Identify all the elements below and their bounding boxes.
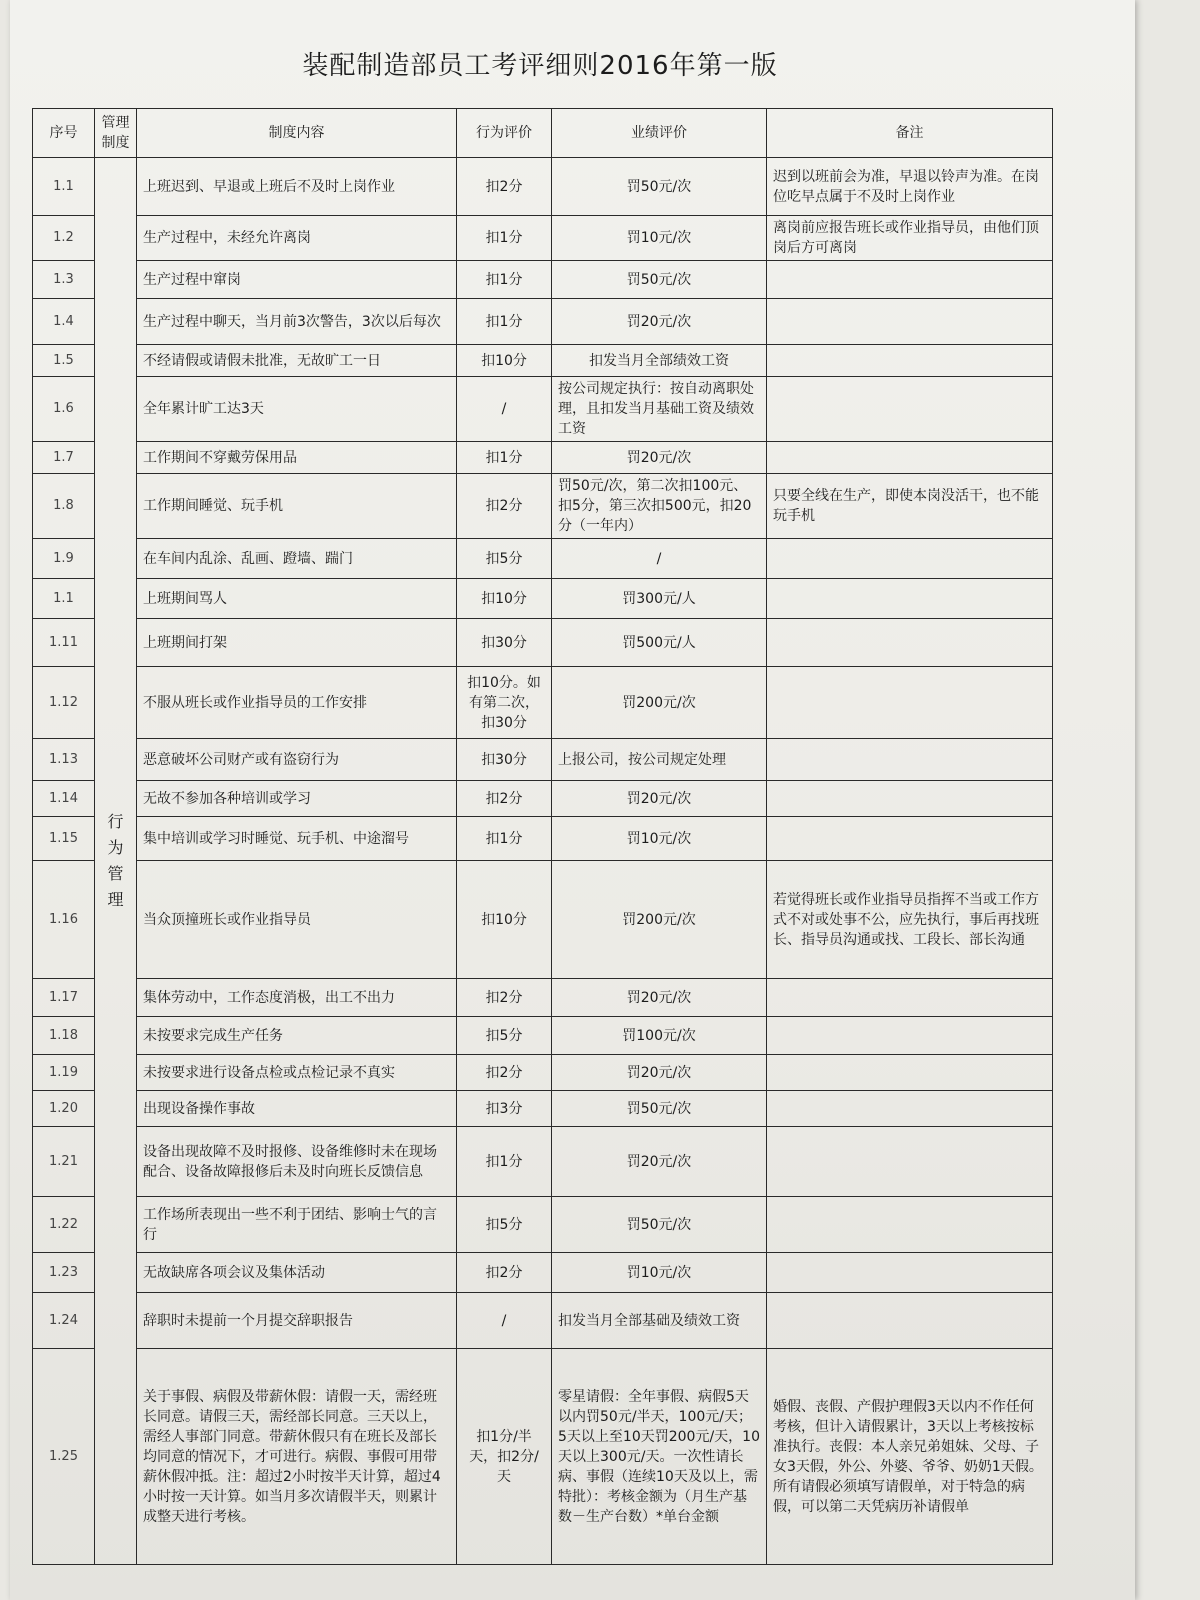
remark-cell: 若觉得班长或作业指导员指挥不当或工作方式不对或处事不公，应先执行，事后再找班长、指导员沟通或找、工段长、部长沟通 [767, 861, 1053, 979]
rule-content-cell: 出现设备操作事故 [137, 1091, 457, 1127]
row-number-cell: 1.2 [33, 216, 95, 261]
remark-cell [767, 1091, 1053, 1127]
document-page [10, 0, 1135, 1600]
remark-cell [767, 1197, 1053, 1253]
behavior-evaluation-cell: 扣1分 [457, 261, 552, 299]
rule-content-cell: 工作场所表现出一些不利于团结、影响士气的言行 [137, 1197, 457, 1253]
table-row [33, 739, 1053, 781]
row-number-cell: 1.8 [33, 474, 95, 539]
table-body [33, 158, 1053, 1565]
performance-evaluation-cell: 罚100元/次 [552, 1017, 767, 1055]
rule-content-cell: 生产过程中窜岗 [137, 261, 457, 299]
behavior-evaluation-cell: 扣5分 [457, 539, 552, 579]
row-number-cell: 1.24 [33, 1293, 95, 1349]
behavior-evaluation-cell: 扣1分 [457, 216, 552, 261]
row-number-cell: 1.14 [33, 781, 95, 817]
performance-evaluation-cell: 零星请假：全年事假、病假5天以内罚50元/半天，100元/天；5天以上至10天罚200元/天，10天以上300元/天。一次性请长病、事假（连续10天及以上，需特批）：考核金额为（月生产基数－生产台数）*单台金额 [552, 1349, 767, 1565]
remark-cell [767, 667, 1053, 739]
table-row [33, 1253, 1053, 1293]
behavior-evaluation-cell: 扣10分 [457, 861, 552, 979]
remark-cell [767, 781, 1053, 817]
performance-evaluation-cell: 扣发当月全部绩效工资 [552, 345, 767, 377]
category-label: 行为管理 [107, 812, 124, 909]
performance-evaluation-cell: 罚10元/次 [552, 817, 767, 861]
performance-evaluation-cell: 扣发当月全部基础及绩效工资 [552, 1293, 767, 1349]
performance-evaluation-cell: 按公司规定执行：按自动离职处理，且扣发当月基础工资及绩效工资 [552, 377, 767, 442]
rule-content-cell: 不经请假或请假未批准，无故旷工一日 [137, 345, 457, 377]
table-row [33, 781, 1053, 817]
row-number-cell: 1.22 [33, 1197, 95, 1253]
performance-evaluation-cell: 罚20元/次 [552, 1127, 767, 1197]
rule-content-cell: 上班期间打架 [137, 619, 457, 667]
row-number-cell: 1.4 [33, 299, 95, 345]
table-row [33, 579, 1053, 619]
row-number-cell: 1.21 [33, 1127, 95, 1197]
header-category: 管理制度 [95, 109, 137, 158]
rule-content-cell: 全年累计旷工达3天 [137, 377, 457, 442]
rule-content-cell: 生产过程中，未经允许离岗 [137, 216, 457, 261]
header-content: 制度内容 [137, 109, 457, 158]
performance-evaluation-cell: 罚50元/次 [552, 261, 767, 299]
table-row [33, 299, 1053, 345]
behavior-evaluation-cell: 扣3分 [457, 1091, 552, 1127]
table-header-row [33, 109, 1053, 158]
performance-evaluation-cell: 罚20元/次 [552, 979, 767, 1017]
rule-content-cell: 关于事假、病假及带薪休假：请假一天，需经班长同意。请假三天，需经部长同意。三天以上，需经人事部门同意。带薪休假只有在班长及部长均同意的情况下，才可进行。病假、事假可用带薪休假冲抵。注：超过2小时按半天计算，超过4小时按一天计算。如当月多次请假半天，则累计成整天进行考核。 [137, 1349, 457, 1565]
rule-content-cell: 无故缺席各项会议及集体活动 [137, 1253, 457, 1293]
row-number-cell: 1.15 [33, 817, 95, 861]
table-row [33, 377, 1053, 442]
remark-cell [767, 377, 1053, 442]
header-no: 序号 [33, 109, 95, 158]
rule-content-cell: 当众顶撞班长或作业指导员 [137, 861, 457, 979]
rule-content-cell: 恶意破坏公司财产或有盗窃行为 [137, 739, 457, 781]
remark-cell [767, 299, 1053, 345]
performance-evaluation-cell: 罚200元/次 [552, 861, 767, 979]
evaluation-rules-table [32, 108, 1053, 1565]
rule-content-cell: 在车间内乱涂、乱画、蹬墙、踹门 [137, 539, 457, 579]
remark-cell [767, 442, 1053, 474]
remark-cell [767, 261, 1053, 299]
performance-evaluation-cell: 罚50元/次 [552, 1091, 767, 1127]
remark-cell [767, 539, 1053, 579]
row-number-cell: 1.18 [33, 1017, 95, 1055]
rule-content-cell: 不服从班长或作业指导员的工作安排 [137, 667, 457, 739]
performance-evaluation-cell: 罚20元/次 [552, 1055, 767, 1091]
row-number-cell: 1.25 [33, 1349, 95, 1565]
remark-cell: 只要全线在生产，即使本岗没活干，也不能玩手机 [767, 474, 1053, 539]
behavior-evaluation-cell: / [457, 1293, 552, 1349]
rule-content-cell: 工作期间不穿戴劳保用品 [137, 442, 457, 474]
performance-evaluation-cell: / [552, 539, 767, 579]
row-number-cell: 1.13 [33, 739, 95, 781]
table-row [33, 1197, 1053, 1253]
behavior-evaluation-cell: 扣10分。如有第二次，扣30分 [457, 667, 552, 739]
behavior-evaluation-cell: 扣2分 [457, 474, 552, 539]
remark-cell [767, 1253, 1053, 1293]
rule-content-cell: 上班期间骂人 [137, 579, 457, 619]
remark-cell [767, 817, 1053, 861]
performance-evaluation-cell: 罚300元/人 [552, 579, 767, 619]
row-number-cell: 1.19 [33, 1055, 95, 1091]
table-row [33, 1127, 1053, 1197]
rule-content-cell: 未按要求完成生产任务 [137, 1017, 457, 1055]
behavior-evaluation-cell: 扣10分 [457, 345, 552, 377]
behavior-evaluation-cell: 扣2分 [457, 158, 552, 216]
row-number-cell: 1.11 [33, 619, 95, 667]
behavior-evaluation-cell: 扣5分 [457, 1017, 552, 1055]
row-number-cell: 1.23 [33, 1253, 95, 1293]
table-row [33, 1293, 1053, 1349]
performance-evaluation-cell: 罚50元/次 [552, 158, 767, 216]
remark-cell [767, 1293, 1053, 1349]
table-row [33, 1055, 1053, 1091]
table-row [33, 817, 1053, 861]
rule-content-cell: 生产过程中聊天，当月前3次警告，3次以后每次 [137, 299, 457, 345]
behavior-evaluation-cell: 扣1分/半天，扣2分/天 [457, 1349, 552, 1565]
table-row [33, 861, 1053, 979]
row-number-cell: 1.17 [33, 979, 95, 1017]
rule-content-cell: 未按要求进行设备点检或点检记录不真实 [137, 1055, 457, 1091]
remark-cell [767, 1017, 1053, 1055]
performance-evaluation-cell: 罚50元/次，第二次扣100元、扣5分，第三次扣500元，扣20分（一年内） [552, 474, 767, 539]
behavior-evaluation-cell: 扣30分 [457, 619, 552, 667]
table-row [33, 158, 1053, 216]
row-number-cell: 1.1 [33, 158, 95, 216]
behavior-evaluation-cell: 扣2分 [457, 1055, 552, 1091]
performance-evaluation-cell: 罚20元/次 [552, 781, 767, 817]
rule-content-cell: 设备出现故障不及时报修、设备维修时未在现场配合、设备故障报修后未及时向班长反馈信息 [137, 1127, 457, 1197]
table-row [33, 216, 1053, 261]
category-cell [95, 158, 137, 1565]
performance-evaluation-cell: 罚20元/次 [552, 442, 767, 474]
table-row [33, 474, 1053, 539]
remark-cell: 迟到以班前会为准，早退以铃声为准。在岗位吃早点属于不及时上岗作业 [767, 158, 1053, 216]
performance-evaluation-cell: 罚200元/次 [552, 667, 767, 739]
performance-evaluation-cell: 上报公司，按公司规定处理 [552, 739, 767, 781]
row-number-cell: 1.9 [33, 539, 95, 579]
header-remark: 备注 [767, 109, 1053, 158]
header-behavior: 行为评价 [457, 109, 552, 158]
behavior-evaluation-cell: 扣1分 [457, 299, 552, 345]
behavior-evaluation-cell: 扣10分 [457, 579, 552, 619]
performance-evaluation-cell: 罚20元/次 [552, 299, 767, 345]
remark-cell [767, 345, 1053, 377]
document-title: 装配制造部员工考评细则2016年第一版 [302, 51, 778, 81]
behavior-evaluation-cell: 扣1分 [457, 442, 552, 474]
behavior-evaluation-cell: 扣1分 [457, 1127, 552, 1197]
row-number-cell: 1.12 [33, 667, 95, 739]
table-row [33, 667, 1053, 739]
remark-cell [767, 739, 1053, 781]
behavior-evaluation-cell: 扣30分 [457, 739, 552, 781]
table-row [33, 442, 1053, 474]
behavior-evaluation-cell: 扣1分 [457, 817, 552, 861]
rule-content-cell: 上班迟到、早退或上班后不及时上岗作业 [137, 158, 457, 216]
table-row [33, 619, 1053, 667]
rule-content-cell: 无故不参加各种培训或学习 [137, 781, 457, 817]
behavior-evaluation-cell: / [457, 377, 552, 442]
row-number-cell: 1.6 [33, 377, 95, 442]
remark-cell [767, 1127, 1053, 1197]
row-number-cell: 1.20 [33, 1091, 95, 1127]
table-row [33, 345, 1053, 377]
remark-cell: 婚假、丧假、产假护理假3天以内不作任何考核，但计入请假累计，3天以上考核按标准执行。丧假：本人亲兄弟姐妹、父母、子女3天假，外公、外婆、爷爷、奶奶1天假。所有请假必须填写请假单，对于特急的病假，可以第二天凭病历补请假单 [767, 1349, 1053, 1565]
behavior-evaluation-cell: 扣2分 [457, 1253, 552, 1293]
performance-evaluation-cell: 罚10元/次 [552, 216, 767, 261]
rule-content-cell: 辞职时未提前一个月提交辞职报告 [137, 1293, 457, 1349]
performance-evaluation-cell: 罚50元/次 [552, 1197, 767, 1253]
behavior-evaluation-cell: 扣5分 [457, 1197, 552, 1253]
table-row [33, 261, 1053, 299]
row-number-cell: 1.3 [33, 261, 95, 299]
performance-evaluation-cell: 罚10元/次 [552, 1253, 767, 1293]
rule-content-cell: 集中培训或学习时睡觉、玩手机、中途溜号 [137, 817, 457, 861]
remark-cell: 离岗前应报告班长或作业指导员，由他们顶岗后方可离岗 [767, 216, 1053, 261]
table-row [33, 1091, 1053, 1127]
remark-cell [767, 579, 1053, 619]
table-row [33, 539, 1053, 579]
behavior-evaluation-cell: 扣2分 [457, 979, 552, 1017]
row-number-cell: 1.7 [33, 442, 95, 474]
table-row [33, 1349, 1053, 1565]
performance-evaluation-cell: 罚500元/人 [552, 619, 767, 667]
row-number-cell: 1.16 [33, 861, 95, 979]
row-number-cell: 1.1 [33, 579, 95, 619]
table-row [33, 1017, 1053, 1055]
rule-content-cell: 集体劳动中，工作态度消极，出工不出力 [137, 979, 457, 1017]
remark-cell [767, 619, 1053, 667]
rule-content-cell: 工作期间睡觉、玩手机 [137, 474, 457, 539]
table-row [33, 979, 1053, 1017]
header-performance: 业绩评价 [552, 109, 767, 158]
remark-cell [767, 1055, 1053, 1091]
row-number-cell: 1.5 [33, 345, 95, 377]
behavior-evaluation-cell: 扣2分 [457, 781, 552, 817]
remark-cell [767, 979, 1053, 1017]
